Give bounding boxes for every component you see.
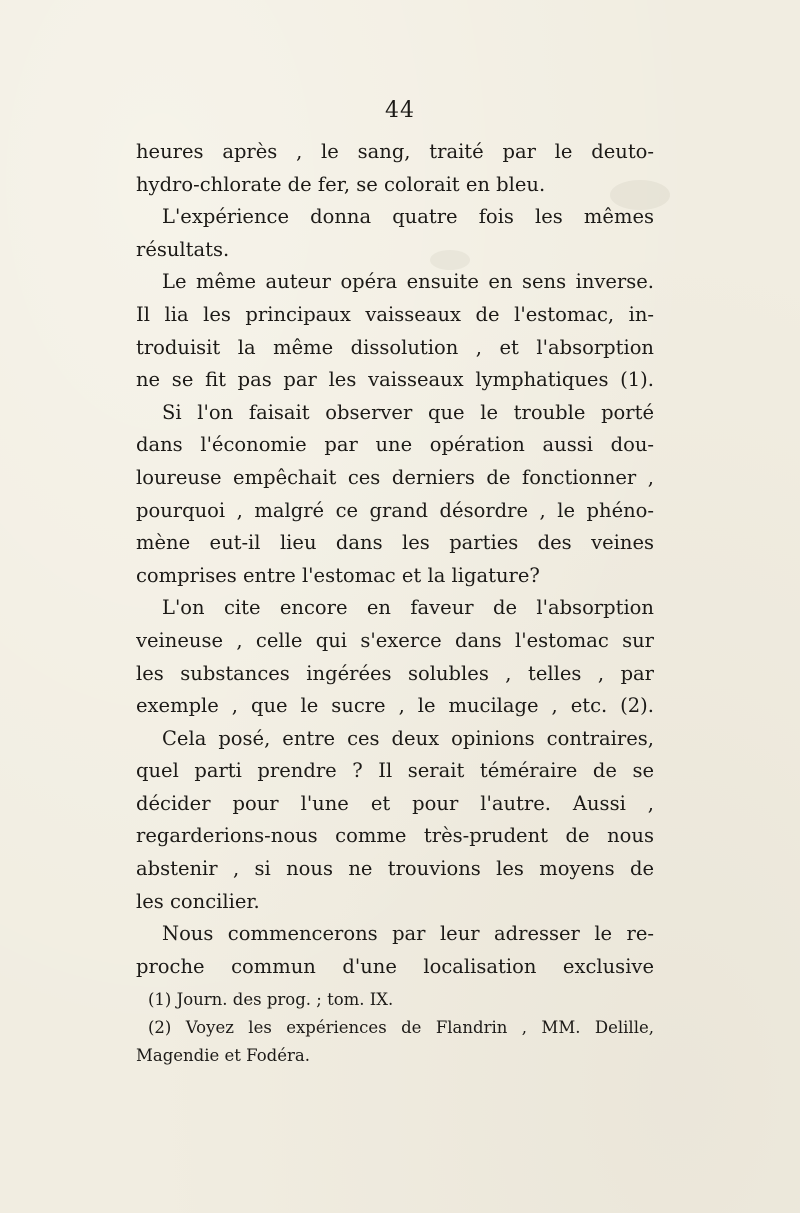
text-line: heures après , le sang, traité par le deuto- xyxy=(136,140,654,163)
text-line: proche commun d'une localisation exclusive xyxy=(136,954,654,978)
text-line: décider pour l'une et pour l'autre. Aussi , xyxy=(136,791,654,815)
footnote-line: Magendie et Fodéra. xyxy=(136,1046,310,1065)
text-line: L'on cite encore en faveur de l'absorption xyxy=(162,596,654,620)
text-line: Si l'on faisait observer que le trouble porté xyxy=(162,400,654,424)
text-line: quel parti prendre ? Il serait téméraire de se xyxy=(136,759,654,783)
text-line: hydro-chlorate de fer, se colorait en bleu. xyxy=(136,172,546,196)
text-line: loureuse empêchait ces derniers de fonctionner , xyxy=(136,465,654,489)
text-line: mène eut-il lieu dans les parties des veines xyxy=(136,531,654,555)
text-line: dans l'économie par une opération aussi dou- xyxy=(136,433,654,457)
text-line: abstenir , si nous ne trouvions les moyens de xyxy=(136,857,654,881)
footnote-line: (2) Voyez les expériences de Flandrin , MM. Delille, xyxy=(148,1018,654,1037)
body-text xyxy=(136,136,654,983)
page-number: 44 xyxy=(385,98,415,123)
text-line: résultats. xyxy=(136,237,230,261)
text-line: Il lia les principaux vaisseaux de l'estomac, in- xyxy=(136,302,654,326)
text-line: veineuse , celle qui s'exerce dans l'estomac sur xyxy=(136,628,654,652)
text-line: comprises entre l'estomac et la ligature? xyxy=(136,563,540,587)
text-line: pourquoi , malgré ce grand désordre , le phéno- xyxy=(136,498,654,522)
text-line: Nous commencerons par leur adresser le re- xyxy=(162,922,654,946)
text-line: les substances ingérées solubles , telles , par xyxy=(136,661,654,685)
text-line: exemple , que le sucre , le mucilage , etc. (2). xyxy=(136,694,654,718)
text-line: Cela posé, entre ces deux opinions contraires, xyxy=(162,726,654,750)
text-line: L'expérience donna quatre fois les mêmes xyxy=(162,205,654,229)
footnote-line: (1) Journ. des prog. ; tom. IX. xyxy=(148,990,394,1009)
footnotes xyxy=(136,986,654,1070)
text-line: troduisit la même dissolution , et l'absorption xyxy=(136,335,654,359)
text-line: ne se fit pas par les vaisseaux lymphatiques (1). xyxy=(136,368,654,392)
text-line: Le même auteur opéra ensuite en sens inverse. xyxy=(162,270,654,294)
text-line: regarderions-nous comme très-prudent de nous xyxy=(136,824,654,848)
text-line: les concilier. xyxy=(136,889,260,913)
